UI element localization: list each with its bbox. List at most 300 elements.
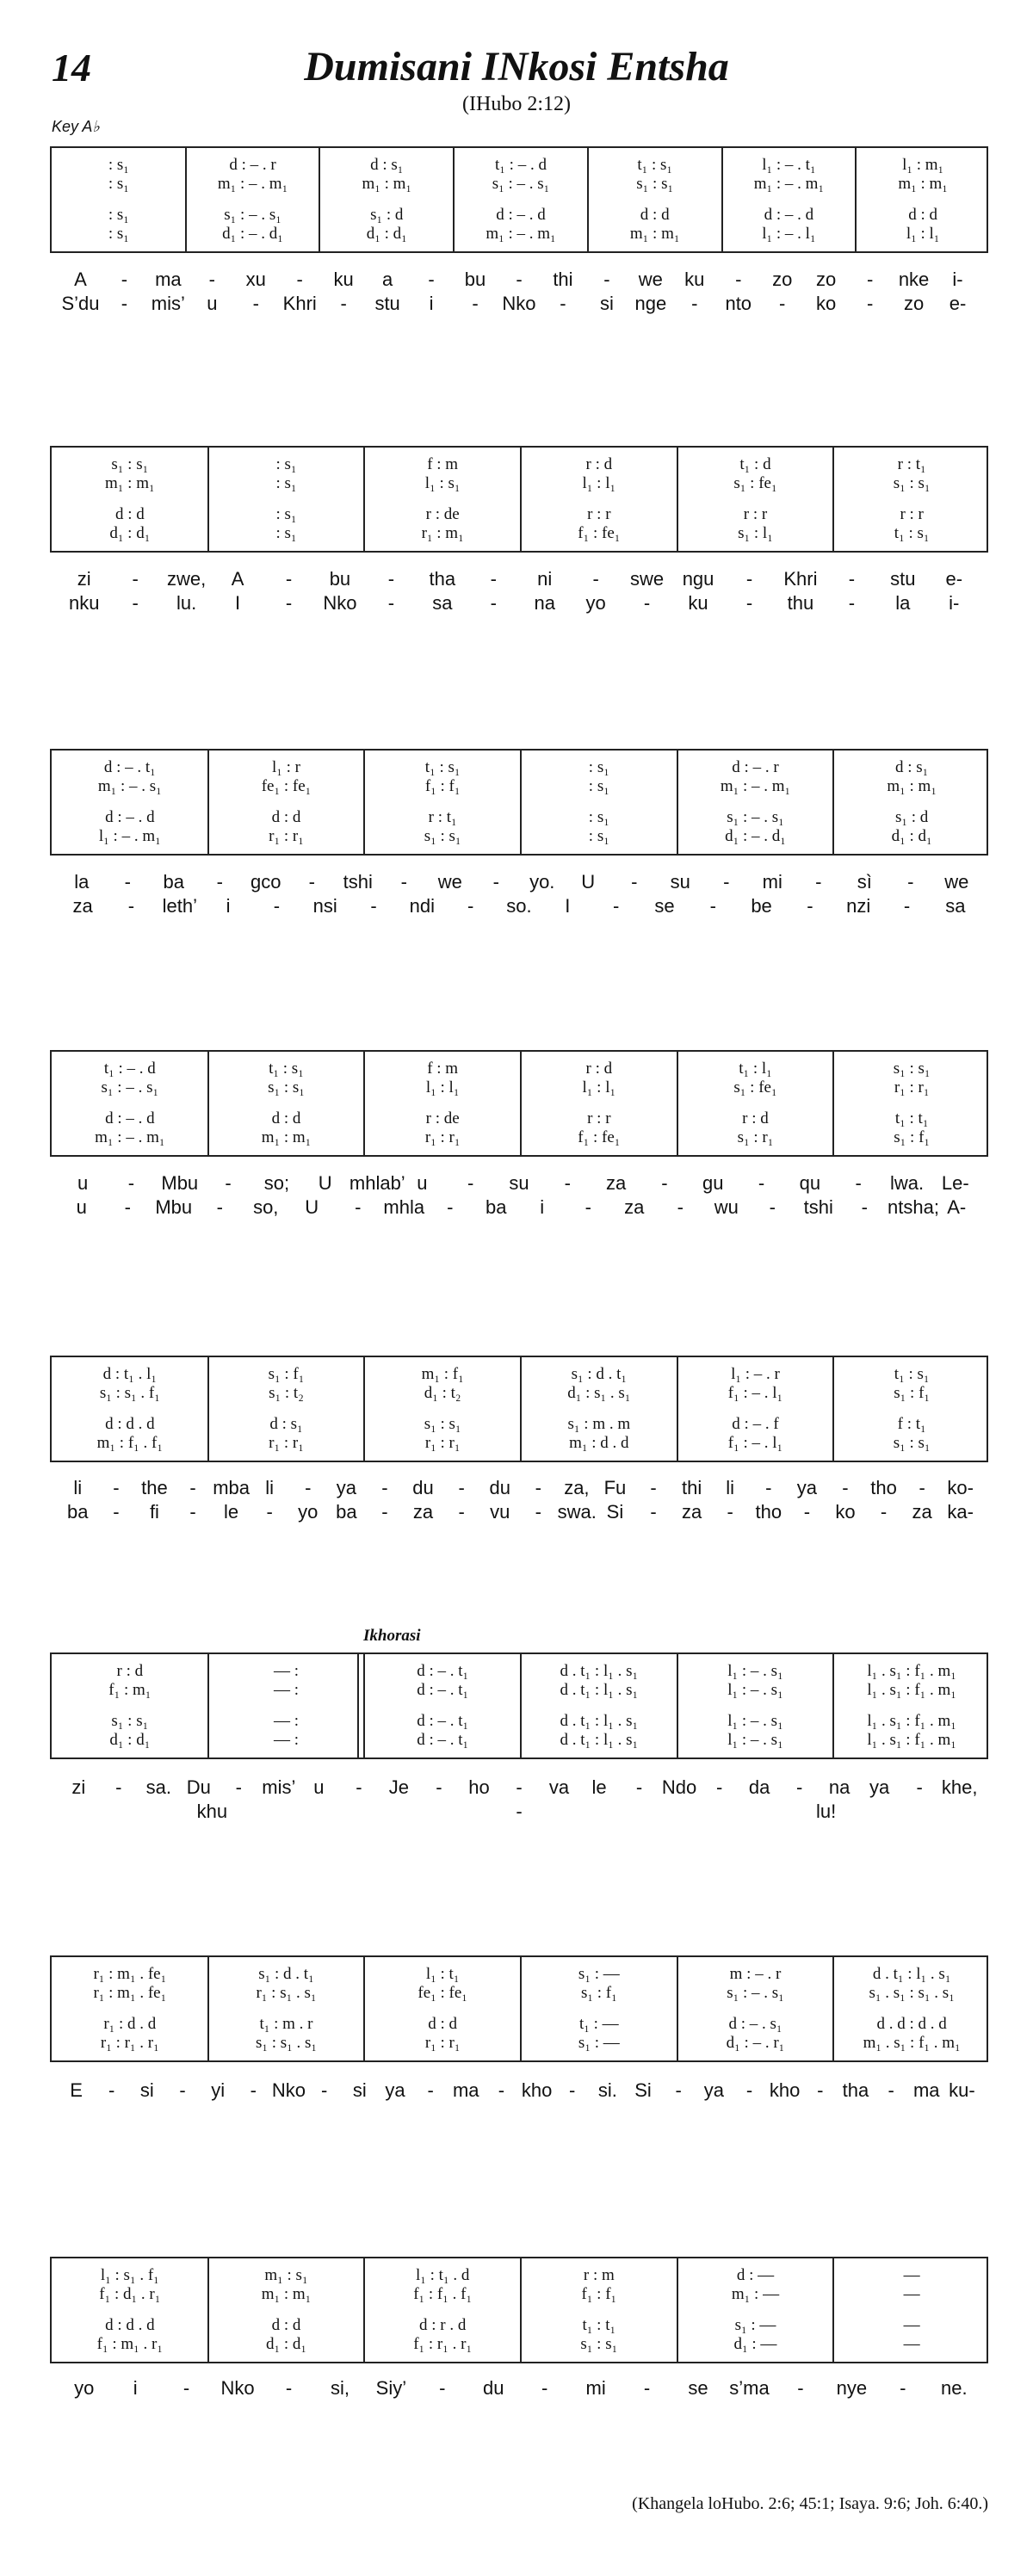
lyric-syllable: lu! <box>816 1801 837 1822</box>
lyric-syllable: thi <box>553 269 573 290</box>
solfa-cell: : s₁ <box>275 505 297 523</box>
chorus-label: Ikhorasi <box>363 1627 421 1645</box>
syllable-hyphen: - <box>266 1501 273 1523</box>
solfa-cell: r₁ : r₁ <box>424 1434 461 1452</box>
solfa-cell: d₁ : – . d₁ <box>222 225 283 243</box>
lyric-syllable: Mbu <box>155 1196 193 1218</box>
lyric-syllable: ku <box>333 269 354 290</box>
lyric-syllable: Si <box>606 1501 624 1523</box>
bar-line <box>832 1957 834 2060</box>
bar-line <box>363 448 365 551</box>
bar-line <box>677 1357 678 1461</box>
hymn-number: 14 <box>52 46 91 90</box>
lyric-line <box>50 592 988 616</box>
syllable-hyphen: - <box>124 871 131 893</box>
solfa-cell: d₁ : t₂ <box>424 1384 461 1402</box>
syllable-hyphen: - <box>677 1196 684 1218</box>
syllable-hyphen: - <box>861 1196 868 1218</box>
lyric-syllable: leth’ <box>162 895 197 917</box>
lyric-syllable: lwa. <box>889 1172 925 1194</box>
lyric-syllable: ya <box>796 1477 817 1498</box>
solfa-cell: f₁ : – . l₁ <box>727 1384 783 1402</box>
lyric-line <box>50 1501 988 1525</box>
solfa-cell: m₁ : m₁ <box>261 1128 312 1146</box>
lyric-syllable: so. <box>506 895 532 917</box>
lyric-syllable: Je <box>388 1776 410 1798</box>
bar-line <box>520 2258 522 2362</box>
solfa-cell: d : – . s₁ <box>728 2015 782 2033</box>
syllable-hyphen: - <box>113 1477 120 1498</box>
solfa-cell: l₁ : – . s₁ <box>727 1712 783 1730</box>
solfa-cell: d : d <box>908 206 938 224</box>
syllable-hyphen: - <box>715 1776 723 1798</box>
solfa-cell: d : s₁ <box>895 758 929 776</box>
syllable-hyphen: - <box>564 1172 571 1194</box>
solfa-cell: d : d <box>271 2316 301 2334</box>
syllable-hyphen: - <box>842 1477 849 1498</box>
lyric-syllable: li <box>726 1477 735 1498</box>
syllable-hyphen: - <box>815 871 822 893</box>
lyric-line <box>50 1776 988 1801</box>
bar-line <box>520 1654 522 1757</box>
syllable-hyphen: - <box>273 895 281 917</box>
lyric-syllable: u <box>207 293 218 314</box>
bar-line <box>677 1957 678 2060</box>
solfa-cell: — <box>903 2285 920 2303</box>
solfa-cell: d : s₁ <box>269 1415 303 1433</box>
syllable-hyphen: - <box>189 1477 196 1498</box>
lyric-syllable: ba <box>486 1196 507 1218</box>
solfa-cell: r : r <box>587 505 611 523</box>
solfa-cell: d : – . f <box>732 1415 779 1433</box>
bar-line <box>319 148 320 251</box>
solfa-cell: t₁ : – . d <box>103 1059 156 1078</box>
solfa-cell: — <box>903 2335 920 2353</box>
solfa-cell: d₁ : d₁ <box>891 827 932 845</box>
solfa-cell: s₁ : s₁ <box>111 455 149 473</box>
bar-line <box>363 1357 365 1461</box>
solfa-cell: r : m <box>583 2266 615 2284</box>
lyric-syllable: yi <box>211 2079 226 2101</box>
syllable-hyphen: - <box>108 2079 115 2101</box>
solfa-cell: l₁ : – . r <box>731 1365 780 1383</box>
solfa-cell: s₁ : — <box>578 1965 620 1983</box>
syllable-hyphen: - <box>661 1172 668 1194</box>
syllable-hyphen: - <box>807 895 813 917</box>
lyric-syllable: u <box>313 1776 325 1798</box>
solfa-cell: d : r . d <box>418 2316 467 2334</box>
lyric-syllable: thu <box>787 592 814 614</box>
syllable-hyphen: - <box>691 293 698 314</box>
bar-line <box>832 1052 834 1155</box>
syllable-hyphen: - <box>735 269 742 290</box>
lyric-line <box>50 568 988 592</box>
solfa-cell: d : – . t₁ <box>103 758 156 776</box>
lyric-syllable: so, <box>253 1196 279 1218</box>
lyric-syllable: za <box>72 895 93 917</box>
solfa-cell: r : t₁ <box>897 455 926 473</box>
lyric-syllable: S’du <box>61 293 100 314</box>
lyric-syllable: za <box>624 1196 645 1218</box>
solfa-cell: m : – . r <box>729 1965 782 1983</box>
lyric-syllable: Khri <box>282 293 317 314</box>
solfa-cell: d₁ : d₁ <box>109 1731 151 1749</box>
score-system <box>50 1050 988 1157</box>
lyric-syllable: qu <box>799 1172 821 1194</box>
syllable-hyphen: - <box>745 568 753 590</box>
solfa-cell: r₁ : m₁ . fe₁ <box>93 1965 167 1983</box>
lyric-syllable: u <box>76 1196 87 1218</box>
solfa-cell: t₁ : — <box>578 2015 619 2033</box>
lyric-syllable: si, <box>330 2377 349 2399</box>
syllable-hyphen: - <box>603 269 610 290</box>
syllable-hyphen: - <box>439 2377 446 2399</box>
solfa-cell: r₁ : m₁ <box>421 524 464 542</box>
score-system <box>50 446 988 553</box>
bar-line <box>677 1052 678 1155</box>
syllable-hyphen: - <box>285 592 293 614</box>
syllable-hyphen: - <box>797 2377 804 2399</box>
syllable-hyphen: - <box>516 269 523 290</box>
lyric-line <box>50 1196 988 1220</box>
solfa-cell: s₁ : – . s₁ <box>727 1984 784 2002</box>
syllable-hyphen: - <box>535 1477 541 1498</box>
lyric-syllable: i <box>540 1196 545 1218</box>
syllable-hyphen: - <box>903 895 911 917</box>
solfa-cell: t₁ : s₁ <box>424 758 461 776</box>
solfa-cell: d : d <box>428 2015 458 2033</box>
solfa-cell: r : de <box>425 505 460 523</box>
solfa-cell: l₁ : l₁ <box>582 474 616 492</box>
solfa-cell: l₁ : r <box>271 758 300 776</box>
solfa-cell: d : – . d <box>105 1109 155 1127</box>
lyric-syllable: le <box>224 1501 239 1523</box>
solfa-cell: s₁ : — <box>578 2034 620 2052</box>
lyric-syllable: ya <box>336 1477 356 1498</box>
syllable-hyphen: - <box>779 293 786 314</box>
lyric-syllable: A <box>74 269 87 290</box>
solfa-cell: — : <box>273 1712 299 1730</box>
syllable-hyphen: - <box>250 2079 257 2101</box>
syllable-hyphen: - <box>472 293 479 314</box>
syllable-hyphen: - <box>635 1776 643 1798</box>
bar-line <box>855 148 857 251</box>
lyric-syllable: wu <box>714 1196 739 1218</box>
syllable-hyphen: - <box>643 592 651 614</box>
syllable-hyphen: - <box>492 871 499 893</box>
solfa-cell: : s₁ <box>275 455 297 473</box>
solfa-cell: m₁ . s₁ : f₁ . m₁ <box>863 2034 961 2052</box>
lyric-syllable: du <box>412 1477 434 1498</box>
solfa-cell: d . d : d . d <box>876 2015 947 2033</box>
lyric-syllable: du <box>489 1477 510 1498</box>
solfa-cell: l₁ . s₁ : f₁ . m₁ <box>867 1731 956 1749</box>
lyric-syllable: tha <box>842 2079 869 2101</box>
lyric-syllable: Fu <box>603 1477 627 1498</box>
lyric-syllable: Siy’ <box>375 2377 407 2399</box>
lyric-syllable: ka- <box>947 1501 974 1523</box>
solfa-cell: r₁ : r₁ <box>424 1128 461 1146</box>
syllable-hyphen: - <box>355 1196 362 1218</box>
solfa-cell: m₁ : s₁ <box>264 2266 308 2284</box>
syllable-hyphen: - <box>612 895 620 917</box>
solfa-cell: s₁ : s₁ <box>893 1434 931 1452</box>
bar-line <box>520 1052 522 1155</box>
lyric-syllable: yo. <box>529 871 555 893</box>
lyric-syllable: mi <box>585 2377 606 2399</box>
solfa-cell: d : – . d <box>105 808 155 826</box>
syllable-hyphen: - <box>585 1196 591 1218</box>
solfa-cell: m₁ : f₁ <box>421 1365 464 1383</box>
solfa-cell: d . t₁ : l₁ . s₁ <box>560 1712 639 1730</box>
lyric-syllable: va <box>548 1776 570 1798</box>
lyric-syllable: i- <box>949 592 960 614</box>
lyric-syllable: xu <box>245 269 266 290</box>
lyric-syllable: mba <box>213 1477 251 1498</box>
score-system <box>50 146 988 253</box>
solfa-cell: t₁ : m . r <box>259 2015 313 2033</box>
solfa-cell: d : s₁ <box>370 156 404 174</box>
lyric-syllable: ba <box>67 1501 89 1523</box>
solfa-cell: : s₁ <box>588 827 609 845</box>
solfa-cell: d : d . d <box>105 2316 155 2334</box>
lyric-syllable: ya <box>385 2079 405 2101</box>
solfa-cell: r₁ : r₁ <box>894 1078 930 1096</box>
lyric-syllable: thi <box>681 1477 702 1498</box>
lyric-syllable: i <box>133 2377 138 2399</box>
lyric-line <box>50 269 988 293</box>
solfa-cell: s₁ : s₁ <box>111 1712 149 1730</box>
solfa-cell: d : – . t₁ <box>417 1731 469 1749</box>
solfa-cell: s₁ : t₂ <box>269 1384 304 1402</box>
solfa-cell: d : – . t₁ <box>417 1681 469 1699</box>
solfa-cell: s₁ : – . s₁ <box>492 175 550 193</box>
solfa-cell: m₁ : m₁ <box>887 777 937 795</box>
solfa-cell: s₁ . s₁ : s₁ . s₁ <box>869 1984 955 2002</box>
lyric-syllable: ko <box>835 1501 856 1523</box>
bar-line <box>832 1357 834 1461</box>
lyric-syllable: ko <box>816 293 837 314</box>
syllable-hyphen: - <box>516 1776 523 1798</box>
lyric-syllable: le <box>591 1776 607 1798</box>
solfa-cell: fe₁ : fe₁ <box>261 777 312 795</box>
solfa-cell: m₁ : m₁ <box>261 2285 312 2303</box>
lyric-syllable: la <box>895 592 911 614</box>
solfa-cell: s₁ : f₁ <box>268 1365 305 1383</box>
solfa-cell: f₁ : m₁ <box>108 1681 152 1699</box>
key-signature: Key A♭ <box>52 118 100 135</box>
solfa-cell: d . t₁ : l₁ . s₁ <box>872 1965 951 1983</box>
syllable-hyphen: - <box>498 2079 505 2101</box>
lyric-syllable: Si <box>634 2079 652 2101</box>
lyric-syllable: za <box>912 1501 932 1523</box>
solfa-cell: d : – . t₁ <box>417 1662 469 1680</box>
solfa-cell: d₁ : — <box>733 2335 777 2353</box>
solfa-cell: d : – . r <box>732 758 779 776</box>
solfa-cell: l₁ . s₁ : f₁ . m₁ <box>867 1681 956 1699</box>
lyric-syllable: zi <box>71 1776 86 1798</box>
lyric-syllable: Du <box>186 1776 211 1798</box>
solfa-cell: r₁ : s₁ . s₁ <box>256 1984 317 2002</box>
solfa-cell: s₁ : — <box>734 2316 776 2334</box>
solfa-cell: r : r <box>900 505 924 523</box>
solfa-cell: d₁ : – . d₁ <box>725 827 786 845</box>
lyric-syllable: be <box>751 895 772 917</box>
lyric-syllable: tho <box>755 1501 782 1523</box>
solfa-cell: m₁ : – . m₁ <box>753 175 825 193</box>
solfa-cell: s₁ : f₁ <box>894 1128 931 1146</box>
solfa-cell: s₁ : m . m <box>567 1415 631 1433</box>
solfa-cell: l₁ : – . s₁ <box>727 1681 783 1699</box>
lyric-syllable: ya <box>869 1776 890 1798</box>
lyric-syllable: yo <box>298 1501 319 1523</box>
solfa-cell: s₁ : s₁ <box>424 1415 461 1433</box>
syllable-hyphen: - <box>381 1477 388 1498</box>
lyric-syllable: li <box>73 1477 83 1498</box>
syllable-hyphen: - <box>900 2377 906 2399</box>
solfa-cell: m₁ : – . m₁ <box>486 225 556 243</box>
solfa-cell: s₁ : s₁ <box>893 474 931 492</box>
lyric-syllable: nzi <box>846 895 871 917</box>
lyric-syllable: we <box>944 871 969 893</box>
bar-line <box>520 751 522 854</box>
lyric-syllable: Mbu <box>161 1172 199 1194</box>
solfa-cell: r : d <box>585 455 613 473</box>
lyric-syllable: i <box>429 293 434 314</box>
solfa-cell: d : – . d <box>496 206 546 224</box>
solfa-cell: d₁ : d₁ <box>366 225 407 243</box>
solfa-cell: s₁ : l₁ <box>738 524 773 542</box>
lyric-syllable: gco <box>251 871 281 893</box>
lyric-syllable: mi <box>762 871 782 893</box>
solfa-cell: s₁ : s₁ <box>424 827 461 845</box>
lyric-syllable: i- <box>952 269 963 290</box>
solfa-cell: d : d <box>114 505 145 523</box>
solfa-cell: m₁ : — <box>731 2285 780 2303</box>
syllable-hyphen: - <box>880 1501 888 1523</box>
lyric-syllable: za <box>606 1172 627 1194</box>
lyric-syllable: Khri <box>783 568 818 590</box>
solfa-cell: m₁ : m₁ <box>105 474 155 492</box>
solfa-cell: s₁ : s₁ <box>893 1059 931 1078</box>
solfa-cell: — : <box>273 1662 299 1680</box>
lyric-syllable: tho <box>870 1477 897 1498</box>
solfa-cell: s₁ : s₁ <box>580 2335 618 2353</box>
syllable-hyphen: - <box>235 1776 242 1798</box>
lyric-line <box>50 1172 988 1196</box>
solfa-cell: f₁ : – . l₁ <box>727 1434 783 1452</box>
syllable-hyphen: - <box>723 871 730 893</box>
solfa-cell: t₁ : s₁ <box>894 524 930 542</box>
lyric-syllable: U <box>305 1196 319 1218</box>
lyric-syllable: nku <box>68 592 100 614</box>
solfa-cell: l₁ . s₁ : f₁ . m₁ <box>867 1712 956 1730</box>
bar-line <box>363 2258 365 2362</box>
lyric-syllable: ni <box>537 568 553 590</box>
lyric-syllable: bu <box>464 269 486 290</box>
bar-line <box>677 2258 678 2362</box>
syllable-hyphen: - <box>866 293 874 314</box>
solfa-cell: s₁ : f₁ <box>580 1984 617 2002</box>
lyric-syllable: swe <box>630 568 665 590</box>
lyric-syllable: stu <box>890 568 916 590</box>
solfa-cell: t₁ : – . d <box>495 156 547 174</box>
lyric-syllable: da <box>748 1776 770 1798</box>
solfa-cell: t₁ : t₁ <box>894 1109 929 1127</box>
solfa-cell: m₁ : d . d <box>569 1434 629 1452</box>
lyric-syllable: si <box>139 2079 154 2101</box>
lyric-syllable: gu <box>702 1172 724 1194</box>
syllable-hyphen: - <box>320 2079 328 2101</box>
lyric-syllable: ndi <box>409 895 436 917</box>
solfa-cell: l₁ : l₁ <box>582 1078 616 1096</box>
lyric-syllable: Ndo <box>661 1776 697 1798</box>
syllable-hyphen: - <box>216 871 223 893</box>
lyric-syllable: ntsha; <box>888 1196 939 1218</box>
syllable-hyphen: - <box>427 2079 434 2101</box>
score-system <box>50 2257 988 2363</box>
solfa-cell: m₁ : – . m₁ <box>720 777 791 795</box>
solfa-cell: f₁ : r₁ . r₁ <box>413 2335 473 2353</box>
solfa-cell: d : d <box>271 808 301 826</box>
lyric-syllable: ku <box>688 592 708 614</box>
solfa-cell: r : de <box>425 1109 460 1127</box>
solfa-cell: m₁ : f₁ . f₁ <box>96 1434 163 1452</box>
syllable-hyphen: - <box>189 1501 196 1523</box>
lyric-line <box>50 895 988 919</box>
solfa-cell: t₁ : s₁ <box>269 1059 304 1078</box>
lyric-syllable: se <box>688 2377 708 2399</box>
lyric-syllable: ma <box>155 269 182 290</box>
solfa-cell: d₁ : d₁ <box>265 2335 306 2353</box>
solfa-cell: t₁ : s₁ <box>894 1365 930 1383</box>
syllable-hyphen: - <box>541 2377 548 2399</box>
syllable-hyphen: - <box>447 1196 454 1218</box>
syllable-hyphen: - <box>285 568 293 590</box>
lyric-syllable: khe, <box>941 1776 978 1798</box>
solfa-cell: m₁ : – . m₁ <box>217 175 288 193</box>
lyric-syllable: ma <box>452 2079 479 2101</box>
lyric-line <box>50 2079 988 2103</box>
syllable-hyphen: - <box>592 568 599 590</box>
solfa-cell: r₁ : m₁ . fe₁ <box>93 1984 167 2002</box>
solfa-cell: f₁ : m₁ . r₁ <box>96 2335 163 2353</box>
syllable-hyphen: - <box>305 1477 312 1498</box>
bar-line <box>832 2258 834 2362</box>
lyric-syllable: se <box>654 895 675 917</box>
syllable-hyphen: - <box>795 1776 803 1798</box>
lyric-line <box>50 2377 988 2401</box>
lyric-syllable: si. <box>597 2079 617 2101</box>
solfa-cell: s₁ : d <box>370 206 404 224</box>
solfa-cell: f₁ : d₁ . r₁ <box>99 2285 161 2303</box>
solfa-cell: s₁ : s₁ . f₁ <box>99 1384 160 1402</box>
syllable-hyphen: - <box>182 2377 190 2399</box>
lyric-line <box>50 1477 988 1501</box>
lyric-syllable: si <box>599 293 614 314</box>
lyric-syllable: mhla <box>383 1196 425 1218</box>
syllable-hyphen: - <box>727 1501 733 1523</box>
bar-line <box>520 1957 522 2060</box>
lyric-syllable: nye <box>836 2377 868 2399</box>
solfa-cell: : s₁ <box>275 474 297 492</box>
syllable-hyphen: - <box>428 269 435 290</box>
solfa-cell: d : – . t₁ <box>417 1712 469 1730</box>
lyric-syllable: U <box>581 871 596 893</box>
lyric-syllable: khu <box>196 1801 228 1822</box>
solfa-cell: r₁ : r₁ . r₁ <box>100 2034 159 2052</box>
syllable-hyphen: - <box>866 269 874 290</box>
